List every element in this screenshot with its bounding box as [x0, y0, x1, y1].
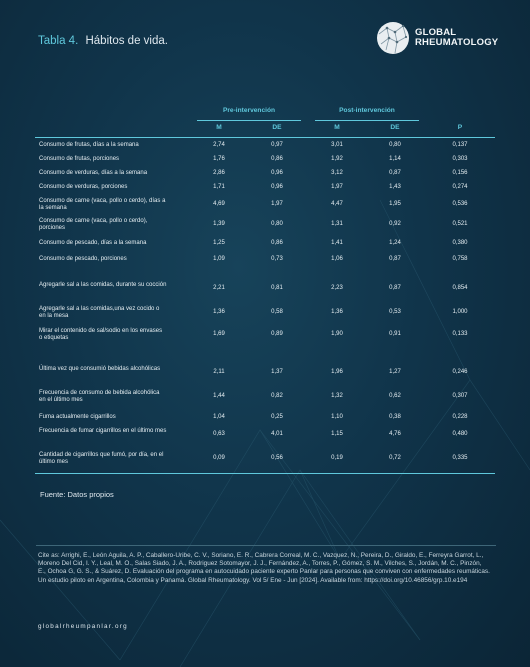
row-label: Cantidad de cigarrillos que fumó, por día, en el último mes: [39, 452, 164, 465]
cell-post-m: 1,31: [331, 221, 343, 227]
cell-post-de: 0,38: [389, 414, 401, 420]
cell-pre-m: 1,39: [213, 221, 225, 227]
cell-post-de: 1,43: [389, 184, 401, 190]
cell-post-de: 1,24: [389, 240, 401, 246]
cell-pre-de: 0,86: [271, 240, 283, 246]
cell-pre-de: 4,01: [271, 431, 283, 437]
cell-post-m: 1,41: [331, 240, 343, 246]
cell-post-de: 1,95: [389, 201, 401, 207]
row-label: Agregarle sal a las comidas, durante su cocción: [39, 282, 167, 288]
cell-p-value: 0,137: [452, 142, 468, 148]
row-label: Consumo de pescado, días a la semana: [39, 240, 147, 246]
cell-post-m: 1,96: [331, 369, 343, 375]
cell-post-m: 1,97: [331, 184, 343, 190]
row-label: Consumo de verduras, días a la semana: [39, 170, 148, 176]
row-label: Consumo de frutas, porciones: [39, 156, 120, 162]
cell-pre-m: 1,71: [213, 184, 225, 190]
globe-icon: [375, 20, 411, 56]
logo-wordmark: [415, 28, 498, 48]
cell-p-value: 0,480: [452, 431, 468, 437]
cell-p-value: 0,246: [452, 369, 468, 375]
row-label: Consumo de verduras, porciones: [39, 184, 128, 190]
row-label: Agregarle sal a las comidas,una vez cocido o en la mesa: [39, 306, 160, 319]
table-group-header: [35, 104, 495, 118]
cell-pre-m: 0,63: [213, 431, 225, 437]
cell-pre-m: 1,76: [213, 156, 225, 162]
cell-p-value: 0,133: [452, 331, 468, 337]
cell-pre-de: 0,97: [271, 142, 283, 148]
cell-p-value: 0,303: [452, 156, 468, 162]
cell-pre-m: 2,11: [213, 369, 225, 375]
cell-pre-m: 1,36: [213, 309, 225, 315]
cell-post-de: 0,92: [389, 221, 401, 227]
cell-p-value: 0,854: [452, 285, 468, 291]
row-label: Última vez que consumió bebidas alcohólicas: [39, 366, 161, 372]
cell-p-value: 0,758: [452, 256, 468, 262]
cell-pre-de: 0,89: [271, 331, 283, 337]
cell-post-m: 4,47: [331, 201, 343, 207]
cell-pre-m: 2,74: [213, 142, 225, 148]
citation-divider: [36, 545, 496, 546]
cell-pre-de: 0,96: [271, 170, 283, 176]
cell-post-de: 1,14: [389, 156, 401, 162]
cell-pre-m: 1,25: [213, 240, 225, 246]
citation-text: Cite as: Arrighi, E., León Aguila, A. P., Caballero-Uribe, C. V., Soriano, E. R., Cabrera Correal, M. C., Vazquez, N., Pereira, D., Giraldo, E., Ferreyra Garrot, L., Moreno Del Cid, I. Y., Leal, M. O., Salas Siado, J. A., Rodriguez Sotomayor, J. J., Fernández, A., Torres, P., Gómez, S. M., Vilches, S., Jordán, M. C., Pinzón, E., Ochoa G, G. S., & Suárez, D. Evaluación del programa en autocuidado paciente experto Panlar para personas que conviven con enfermedades reumáticas. Un estudio piloto en Argentina, Colombia y Panamá. Global Rheumatology. Vol 5/ Ene - Jun [2024]. Available from: https://doi.org/10.46856/grp.10.e194: [38, 552, 490, 584]
cell-p-value: 0,521: [452, 221, 468, 227]
row-label: Consumo de frutas, días a la semana: [39, 142, 139, 148]
cell-post-de: 0,87: [389, 170, 401, 176]
table-heading: [38, 35, 168, 47]
cell-pre-de: 0,96: [271, 184, 283, 190]
table-bottom-rule: [35, 473, 495, 474]
table-title: Hábitos de vida.: [85, 35, 168, 47]
cell-pre-m: 2,21: [213, 285, 225, 291]
cell-post-de: 0,80: [389, 142, 401, 148]
cell-post-m: 1,90: [331, 331, 343, 337]
group-header-post: Post-intervención: [339, 107, 395, 114]
cell-p-value: 0,335: [452, 455, 468, 461]
cell-post-m: 2,23: [331, 285, 343, 291]
cell-pre-de: 1,37: [271, 369, 283, 375]
cell-post-de: 0,87: [389, 256, 401, 262]
footer-url: globalrheumpanlar.org: [38, 623, 128, 630]
cell-post-de: 0,62: [389, 393, 401, 399]
logo-line-rheumatology: RHEUMATOLOGY: [415, 37, 499, 48]
cell-p-value: 0,274: [452, 184, 468, 190]
cell-post-de: 4,76: [389, 431, 401, 437]
cell-pre-m: 2,86: [213, 170, 225, 176]
cell-pre-m: 1,04: [213, 414, 225, 420]
cell-post-de: 0,87: [389, 285, 401, 291]
row-label: Mirar el contenido de sal/sodio en los envases o etiquetas: [39, 328, 163, 341]
cell-pre-m: 4,69: [213, 201, 225, 207]
row-label: Consumo de carne (vaca, pollo o cerdo), días a la semana: [39, 198, 166, 211]
cell-post-m: 1,36: [331, 309, 343, 315]
row-label: Consumo de carne (vaca, pollo o cerdo), porciones: [39, 218, 148, 231]
cell-pre-de: 0,86: [271, 156, 283, 162]
subheader-pre-de: DE: [272, 124, 282, 131]
cell-pre-de: 0,80: [271, 221, 283, 227]
cell-pre-m: 1,69: [213, 331, 225, 337]
subheader-pre-m: M: [216, 124, 222, 131]
cell-post-de: 0,72: [389, 455, 401, 461]
cell-p-value: 0,228: [452, 414, 468, 420]
cell-post-m: 1,92: [331, 156, 343, 162]
cell-post-m: 1,06: [331, 256, 343, 262]
cell-p-value: 0,536: [452, 201, 468, 207]
cell-post-de: 0,91: [389, 331, 401, 337]
cell-post-m: 1,10: [331, 414, 343, 420]
table-subheader: [35, 121, 495, 135]
row-label: Frecuencia de consumo de bebida alcohólica en el último mes: [39, 390, 160, 403]
row-label: Fuma actualmente cigarrillos: [39, 414, 116, 420]
cell-pre-de: 0,25: [271, 414, 283, 420]
cell-pre-de: 0,73: [271, 256, 283, 262]
cell-post-de: 1,27: [389, 369, 401, 375]
cell-pre-de: 0,58: [271, 309, 283, 315]
row-label: Frecuencia de fumar cigarrillos en el último mes: [39, 428, 167, 434]
cell-pre-de: 0,81: [271, 285, 283, 291]
habits-table: [35, 104, 495, 465]
cell-p-value: 0,307: [452, 393, 468, 399]
cell-post-de: 0,53: [389, 309, 401, 315]
table-tag: Tabla 4.: [38, 35, 79, 47]
subheader-post-m: M: [334, 124, 340, 131]
cell-post-m: 1,32: [331, 393, 343, 399]
row-label: Consumo de pescado, porciones: [39, 256, 127, 262]
cell-post-m: 3,01: [331, 142, 343, 148]
cell-pre-m: 1,09: [213, 256, 225, 262]
cell-pre-de: 1,97: [271, 201, 283, 207]
cell-p-value: 0,380: [452, 240, 468, 246]
header-rule: [35, 137, 495, 138]
table-source: Fuente: Datos propios: [40, 490, 114, 499]
subheader-post-de: DE: [390, 124, 400, 131]
cell-pre-m: 0,09: [213, 455, 225, 461]
cell-p-value: 0,156: [452, 170, 468, 176]
cell-post-m: 3,12: [331, 170, 343, 176]
subheader-p: P: [457, 124, 463, 131]
logo-line-global: GLOBAL: [415, 27, 457, 38]
cell-post-m: 1,15: [331, 431, 343, 437]
group-header-pre: Pre-intervención: [222, 107, 276, 114]
cell-pre-de: 0,56: [271, 455, 283, 461]
cell-pre-de: 0,82: [271, 393, 283, 399]
cell-post-m: 0,19: [331, 455, 343, 461]
global-rheumatology-logo: [375, 20, 498, 56]
cell-p-value: 1,000: [452, 309, 468, 315]
cell-pre-m: 1,44: [213, 393, 225, 399]
